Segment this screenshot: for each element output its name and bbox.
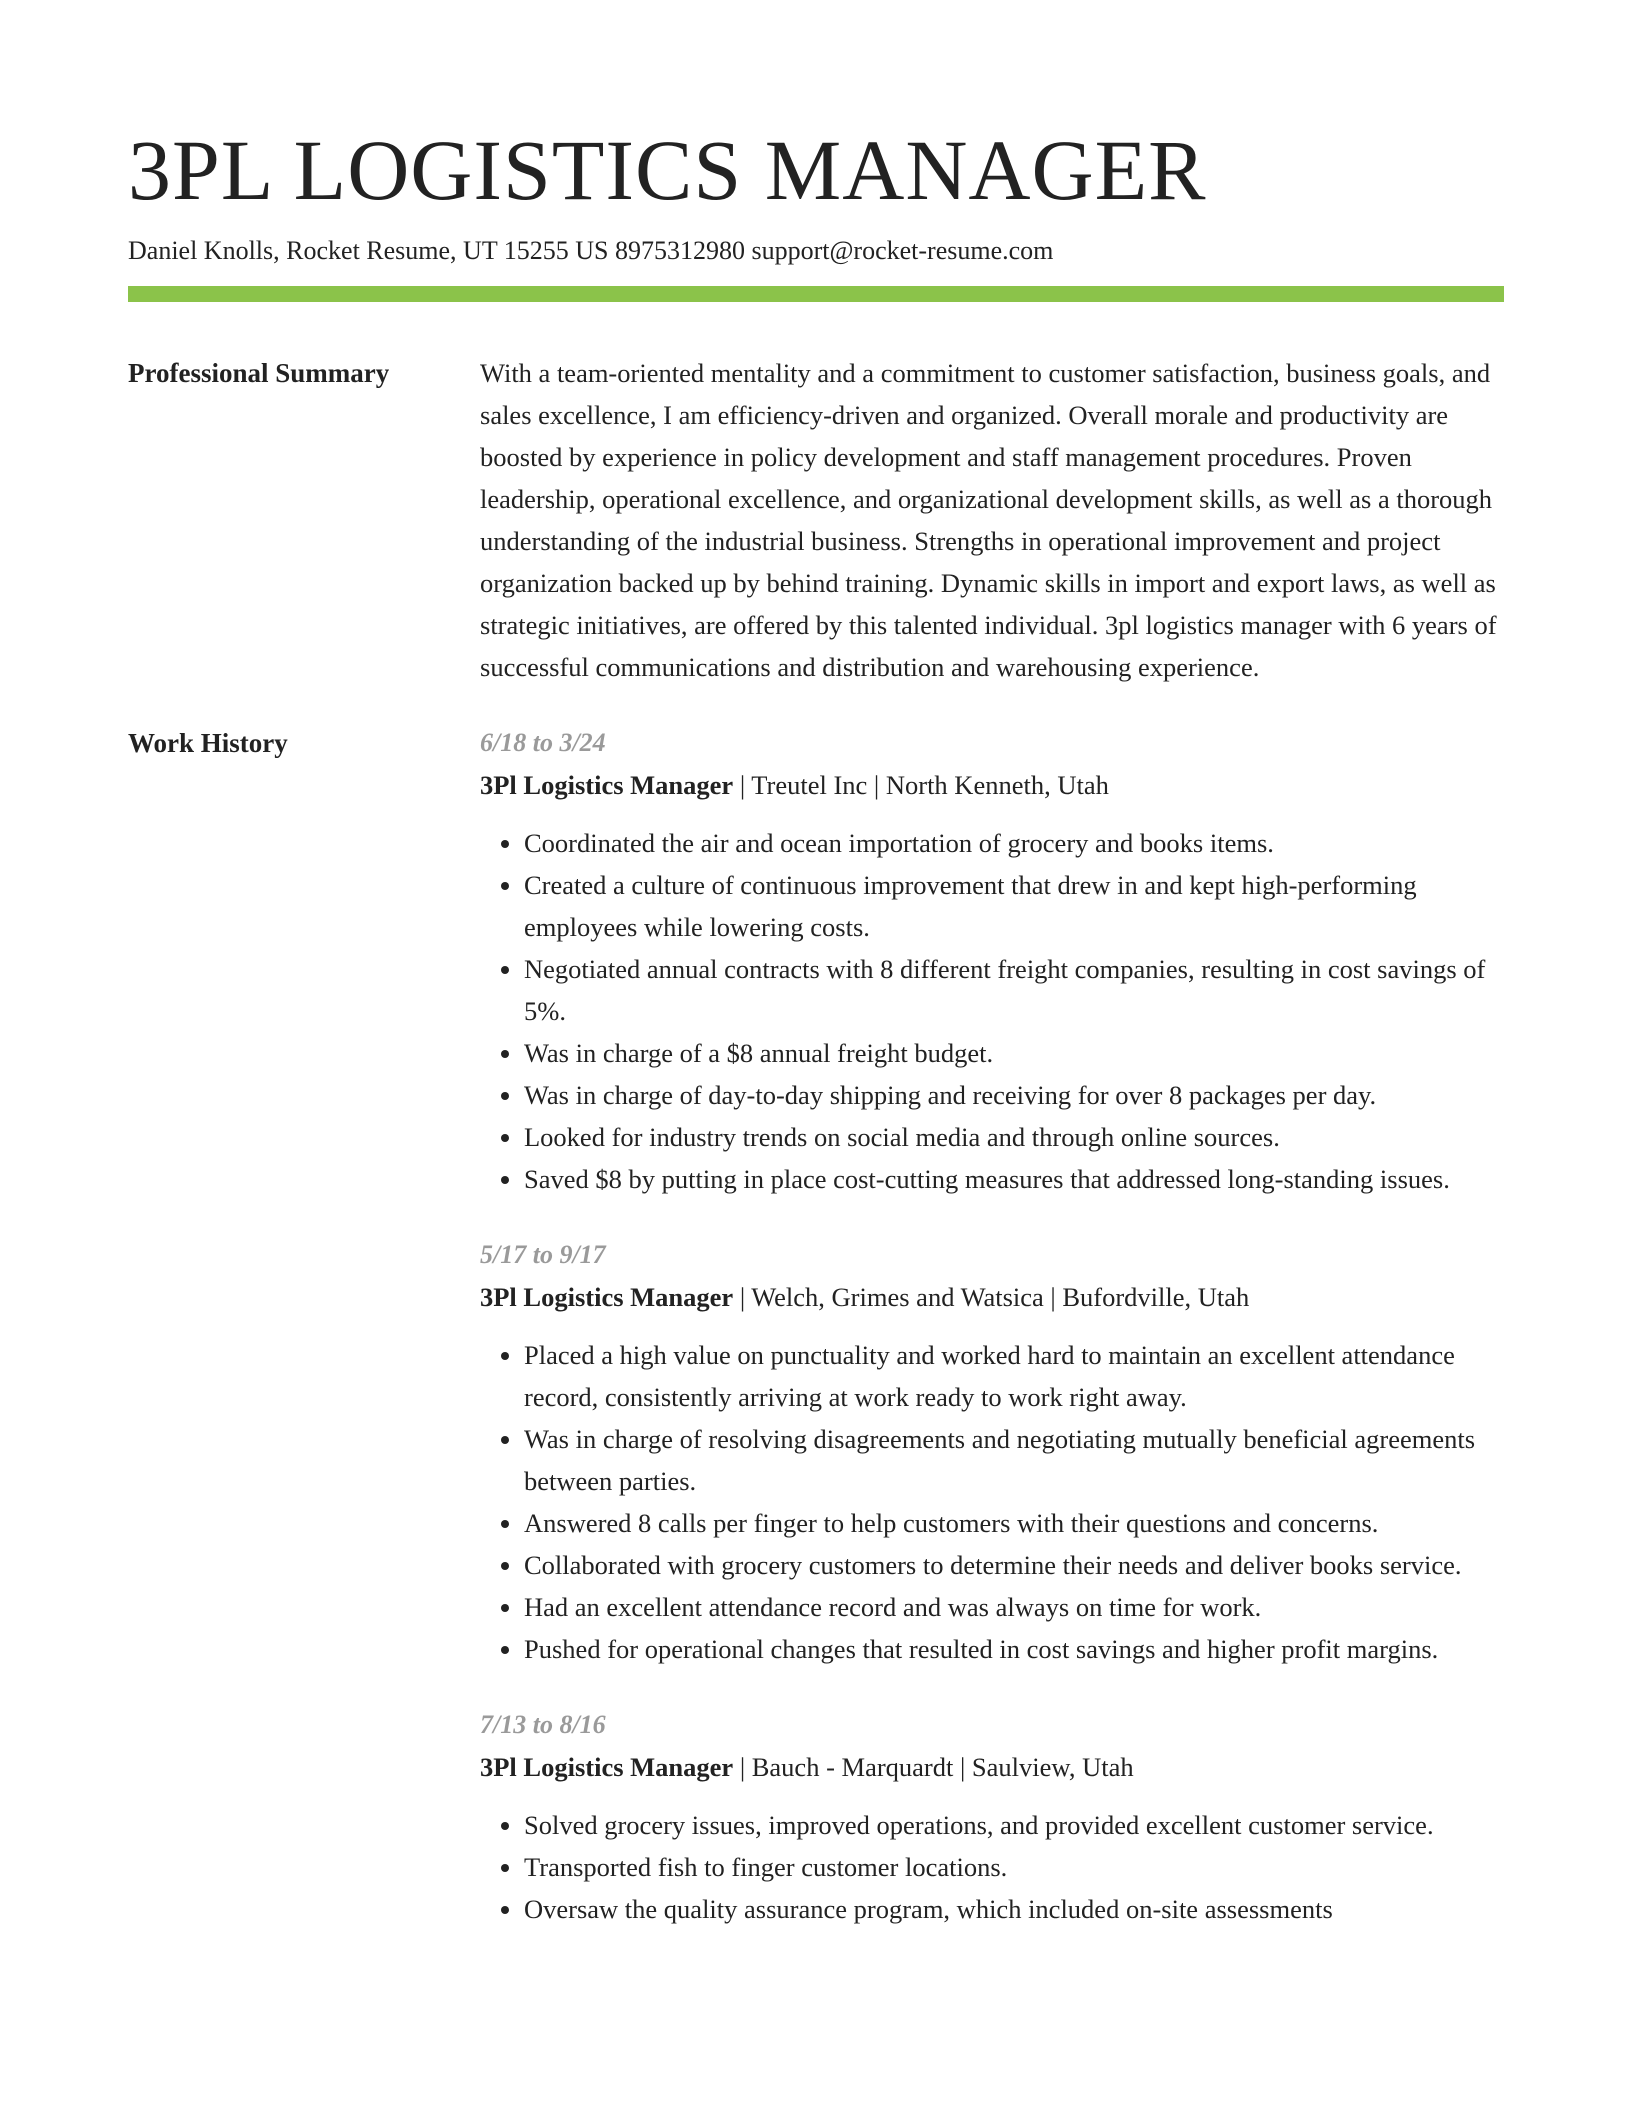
- job-company-location: | Treutel Inc | North Kenneth, Utah: [733, 770, 1109, 800]
- section-label-summary: Professional Summary: [128, 358, 390, 388]
- job-entry: [480, 722, 1504, 1200]
- job-bullet: • Placed a high value on punctuality and worked hard to maintain an excellent attendance record, consistently arriving at work ready to work right away.: [524, 1334, 1504, 1418]
- job-bullet: • Had an excellent attendance record and was always on time for work.: [524, 1586, 1504, 1628]
- job-bullets: [480, 822, 1504, 1200]
- job-bullet: • Saved $8 by putting in place cost-cutting measures that addressed long-standing issues.: [524, 1158, 1504, 1200]
- job-bullet: • Answered 8 calls per finger to help customers with their questions and concerns.: [524, 1502, 1504, 1544]
- summary-body: [480, 352, 1504, 688]
- work-history-section: [128, 722, 1504, 1964]
- job-heading: [480, 764, 1504, 806]
- job-dates: 5/17 to 9/17: [480, 1240, 606, 1269]
- job-entry: [480, 1704, 1504, 1930]
- job-bullet: • Transported fish to finger customer locations.: [524, 1846, 1504, 1888]
- job-bullet: • Solved grocery issues, improved operations, and provided excellent customer service.: [524, 1804, 1504, 1846]
- resume-page: [128, 0, 1504, 1964]
- job-bullets: [480, 1804, 1504, 1930]
- job-bullet: • Was in charge of resolving disagreements and negotiating mutually beneficial agreements between parties.: [524, 1418, 1504, 1502]
- job-bullet: • Looked for industry trends on social media and through online sources.: [524, 1116, 1504, 1158]
- job-bullet: • Negotiated annual contracts with 8 different freight companies, resulting in cost savings of 5%.: [524, 948, 1504, 1032]
- work-history-body: [480, 722, 1504, 1964]
- job-company-location: | Bauch - Marquardt | Saulview, Utah: [733, 1752, 1134, 1782]
- job-dates: 6/18 to 3/24: [480, 728, 606, 757]
- summary-text: With a team-oriented mentality and a commitment to customer satisfaction, business goals, and sales excellence, I am efficiency-driven and organized. Overall morale and productivity are boosted by experience in policy development and staff management procedures. Proven leadership, operational excellence, and organizational development skills, as well as a thorough understanding of the industrial business. Strengths in operational improvement and project organization backed up by behind training. Dynamic skills in import and export laws, as well as strategic initiatives, are offered by this talented individual. 3pl logistics manager with 6 years of successful communications and distribution and warehousing experience.: [480, 358, 1497, 682]
- job-bullet: • Created a culture of continuous improvement that drew in and kept high-performing employees while lowering costs.: [524, 864, 1504, 948]
- job-bullet: • Coordinated the air and ocean importation of grocery and books items.: [524, 822, 1504, 864]
- job-bullet: • Oversaw the quality assurance program, which included on-site assessments: [524, 1888, 1504, 1930]
- resume-title: 3PL LOGISTICS MANAGER: [128, 122, 1207, 218]
- job-heading: [480, 1746, 1504, 1788]
- job-title: 3Pl Logistics Manager: [480, 770, 734, 800]
- job-bullet: • Collaborated with grocery customers to determine their needs and deliver books service.: [524, 1544, 1504, 1586]
- job-entry: [480, 1234, 1504, 1670]
- job-heading: [480, 1276, 1504, 1318]
- job-bullet: • Pushed for operational changes that resulted in cost savings and higher profit margins.: [524, 1628, 1504, 1670]
- job-title: 3Pl Logistics Manager: [480, 1282, 734, 1312]
- summary-section: [128, 352, 1504, 688]
- accent-divider: [128, 286, 1504, 302]
- job-title: 3Pl Logistics Manager: [480, 1752, 734, 1782]
- contact-line: Daniel Knolls, Rocket Resume, UT 15255 US 8975312980 support@rocket-resume.com: [128, 236, 1054, 265]
- job-bullet: • Was in charge of day-to-day shipping and receiving for over 8 packages per day.: [524, 1074, 1504, 1116]
- job-dates: 7/13 to 8/16: [480, 1710, 606, 1739]
- section-label-work-history: Work History: [128, 728, 288, 758]
- job-bullets: [480, 1334, 1504, 1670]
- job-company-location: | Welch, Grimes and Watsica | Bufordville, Utah: [733, 1282, 1250, 1312]
- job-bullet: • Was in charge of a $8 annual freight budget.: [524, 1032, 1504, 1074]
